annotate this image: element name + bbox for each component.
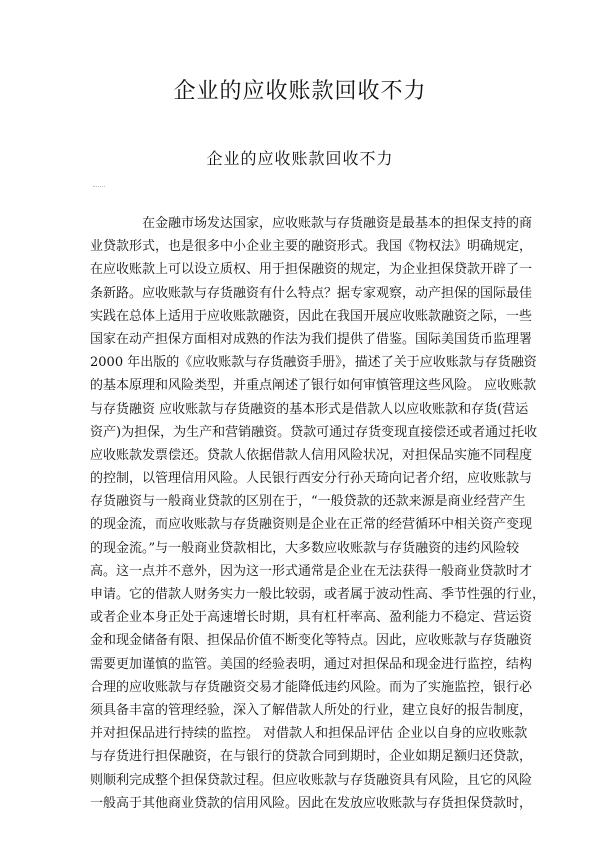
body-line: 与存货融资 应收账款与存货融资的基本形式是借款人以应收账款和存货(营运 — [90, 401, 529, 417]
body-line: 金和现金储备有限、担保品价值不断变化等特点。因此，应收账款与存货融资 — [90, 633, 533, 649]
body-line: 在金融市场发达国家，应收账款与存货融资是最基本的担保支持的商 — [142, 216, 533, 231]
body-line: 或者企业本身正处于高速增长时期，具有杠杆率高、盈利能力不稳定、营运资 — [90, 610, 533, 626]
body-line: 在应收账款上可以设立质权、用于担保融资的规定，为企业担保贷款开辟了一 — [90, 262, 533, 278]
body-line: 申请。它的借款人财务实力一般比较弱，或者属于波动性高、季节性强的行业， — [90, 587, 546, 602]
body-line: 国家在动产担保方面相对成熟的作法为我们提供了借鉴。国际美国货币监理署 — [90, 331, 533, 347]
body-line: 并对担保品进行持续的监控。 对借款人和担保品评估 企业以自身的应收账款 — [90, 726, 528, 742]
body-line: 条新路。应收账款与存货融资有什么特点？据专家观察，动产担保的国际最佳 — [90, 285, 533, 301]
document-title: 企业的应收账款回收不力 — [173, 79, 427, 104]
section-marker — [93, 186, 105, 187]
body-line: 的现金流，而应收账款与存货融资则是企业在正常的经营循环中相关资产变现 — [90, 517, 533, 533]
body-line: 业贷款形式，也是很多中小企业主要的融资形式。我国《物权法》明确规定， — [90, 239, 533, 255]
body-line: 资产)为担保，为生产和营销融资。贷款可通过存货变现直接偿还或者通过托收 — [90, 424, 538, 440]
body-line: 高。这一点并不意外，因为这一形式通常是企业在无法获得一般商业贷款时才 — [90, 563, 533, 579]
body-line: 的现金流。”与一般商业贷款相比，大多数应收账款与存货融资的违约风险较 — [90, 540, 520, 556]
body-line: 的控制，以管理信用风险。人民银行西安分行孙天琦向记者介绍，应收账款与 — [90, 471, 533, 487]
body-line: 须具备丰富的管理经验，深入了解借款人所处的行业，建立良好的报告制度， — [90, 702, 533, 718]
body-line: 应收账款发票偿还。贷款人依据借款人信用风险状况，对担保品实施不同程度 — [90, 447, 533, 463]
body-line: 存货融资与一般商业贷款的区别在于，“一般贷款的还款来源是商业经营产生 — [90, 494, 526, 510]
body-line: 实践在总体上适用于应收账款融资，因此在我国开展应收账款融资之际，一些 — [90, 308, 533, 324]
body-line: 的基本原理和风险类型，并重点阐述了银行如何审慎管理这些风险。 应收账款 — [90, 378, 537, 394]
body-line: 则顺利完成整个担保贷款过程。但应收账款与存货融资具有风险，且它的风险 — [90, 772, 533, 788]
body-line: 合理的应收账款与存货融资交易才能降低违约风险。而为了实施监控，银行必 — [90, 679, 533, 695]
body-line: 一般高于其他商业贷款的信用风险。因此在发放应收账款与存货担保贷款时， — [90, 795, 533, 811]
body-line: 需要更加谨慎的监管。美国的经验表明，通过对担保品和现金进行监控，结构 — [90, 656, 533, 672]
body-text — [90, 212, 546, 815]
body-line: 与存货进行担保融资，在与银行的贷款合同到期时，企业如期足额归还贷款， — [90, 749, 533, 765]
document-subtitle: 企业的应收账款回收不力 — [206, 149, 394, 168]
body-line: 2000 年出版的《应收账款与存货融资手册》，描述了关于应收账款与存货融资 — [90, 355, 537, 371]
